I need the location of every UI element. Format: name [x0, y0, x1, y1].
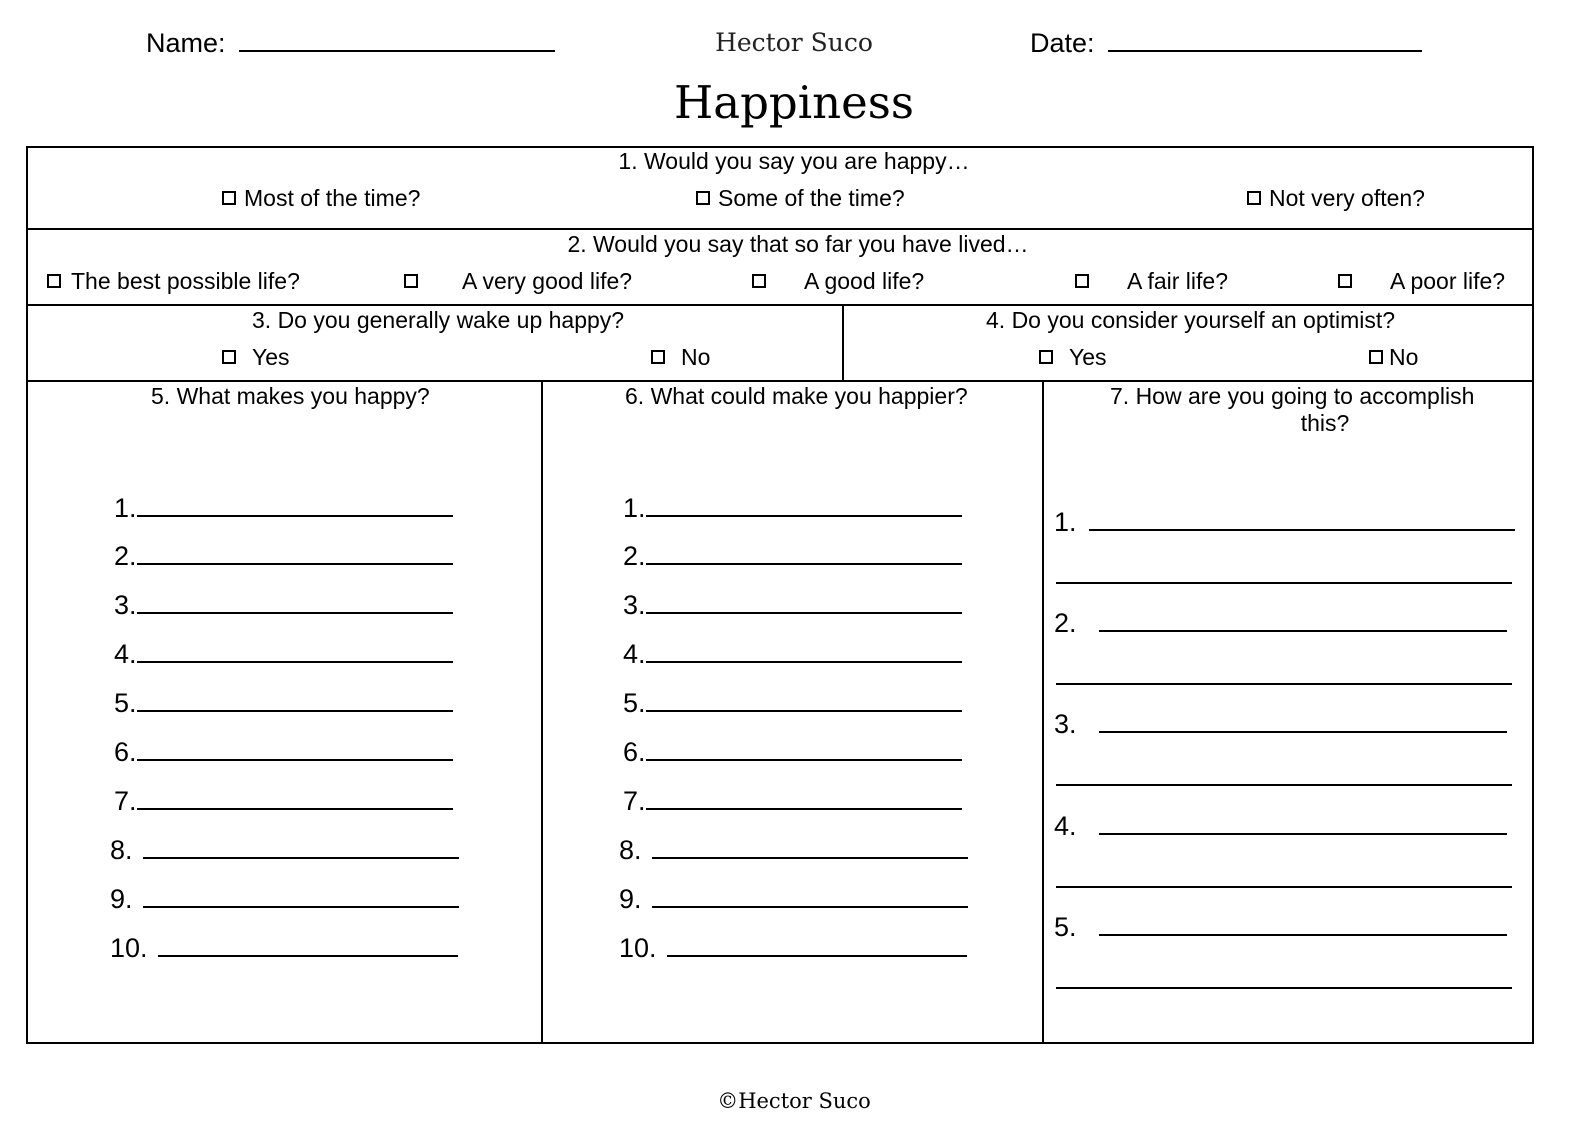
answer-blank[interactable] — [646, 737, 962, 761]
question-6: 6. What could make you happier? — [625, 383, 968, 409]
q1-option-not-often[interactable]: Not very often? — [1247, 185, 1425, 212]
list-item[interactable]: 2. — [114, 541, 453, 572]
col-divider-q3-q4 — [842, 304, 844, 380]
checkbox-icon[interactable] — [47, 274, 61, 288]
answer-blank[interactable] — [143, 835, 459, 859]
checkbox-icon[interactable] — [222, 350, 236, 364]
question-7-line2: this? — [1300, 410, 1350, 436]
q2-option-good[interactable]: A good life? — [752, 268, 924, 295]
q2-option-poor[interactable]: A poor life? — [1338, 268, 1505, 295]
checkbox-icon[interactable] — [222, 191, 236, 205]
q2-option-fair[interactable]: A fair life? — [1075, 268, 1228, 295]
checkbox-icon[interactable] — [1247, 191, 1261, 205]
list-item[interactable]: 3. — [114, 590, 453, 621]
checkbox-icon[interactable] — [1039, 350, 1053, 364]
answer-blank[interactable] — [143, 884, 459, 908]
answer-blank[interactable] — [1099, 709, 1507, 733]
list-item[interactable]: 5. — [623, 688, 962, 719]
list-item[interactable]: 8. — [110, 835, 459, 866]
answer-blank[interactable] — [646, 541, 962, 565]
checkbox-icon[interactable] — [1075, 274, 1089, 288]
answer-blank[interactable] — [646, 493, 962, 517]
answer-blank[interactable] — [646, 639, 962, 663]
checkbox-icon[interactable] — [1338, 274, 1352, 288]
name-label: Name: — [146, 28, 226, 58]
list-item[interactable]: 8. — [619, 835, 968, 866]
answer-blank[interactable] — [646, 590, 962, 614]
answer-continuation-line[interactable] — [1056, 784, 1512, 786]
list-item[interactable]: 9. — [619, 884, 968, 915]
answer-blank[interactable] — [667, 933, 967, 957]
list-item[interactable]: 3. — [623, 590, 962, 621]
copyright: ©Hector Suco — [717, 1089, 871, 1113]
list-item[interactable]: 7. — [623, 786, 962, 817]
question-7: 7. How are you going to accomplish — [1110, 383, 1475, 409]
answer-blank[interactable] — [137, 737, 453, 761]
answer-blank[interactable] — [137, 493, 453, 517]
list-item[interactable]: 1. — [1054, 507, 1515, 538]
checkbox-icon[interactable] — [696, 191, 710, 205]
list-item[interactable]: 1. — [114, 493, 453, 524]
col-divider-q5-q6 — [541, 380, 543, 1044]
answer-blank[interactable] — [158, 933, 458, 957]
answer-continuation-line[interactable] — [1056, 582, 1512, 584]
answer-blank[interactable] — [1099, 608, 1507, 632]
answer-continuation-line[interactable] — [1056, 987, 1512, 989]
list-item[interactable]: 4. — [114, 639, 453, 670]
row-divider-1 — [26, 228, 1534, 230]
q2-option-best[interactable]: The best possible life? — [47, 268, 300, 295]
q4-option-no[interactable]: No — [1369, 344, 1418, 371]
checkbox-icon[interactable] — [404, 274, 418, 288]
q4-option-yes[interactable]: Yes — [1039, 344, 1107, 371]
answer-continuation-line[interactable] — [1056, 683, 1512, 685]
answer-blank[interactable] — [646, 688, 962, 712]
answer-blank[interactable] — [1089, 507, 1515, 531]
list-item[interactable]: 4. — [623, 639, 962, 670]
page-title: Happiness — [674, 76, 914, 129]
list-item[interactable]: 7. — [114, 786, 453, 817]
answer-blank[interactable] — [652, 884, 968, 908]
q1-option-some[interactable]: Some of the time? — [696, 185, 905, 212]
question-3: 3. Do you generally wake up happy? — [252, 307, 625, 333]
list-item[interactable]: 5. — [1054, 912, 1507, 943]
answer-blank[interactable] — [137, 590, 453, 614]
date-label: Date: — [1030, 28, 1095, 58]
answer-blank[interactable] — [1099, 912, 1507, 936]
checkbox-icon[interactable] — [752, 274, 766, 288]
list-item[interactable]: 2. — [1054, 608, 1507, 639]
answer-blank[interactable] — [137, 639, 453, 663]
question-2: 2. Would you say that so far you have lived… — [567, 231, 1029, 257]
author-name: Hector Suco — [715, 28, 873, 57]
list-item[interactable]: 6. — [623, 737, 962, 768]
q3-option-yes[interactable]: Yes — [222, 344, 290, 371]
question-4: 4. Do you consider yourself an optimist? — [986, 307, 1396, 333]
list-item[interactable]: 2. — [623, 541, 962, 572]
answer-blank[interactable] — [646, 786, 962, 810]
list-item[interactable]: 10. — [619, 933, 967, 964]
q3-option-no[interactable]: No — [651, 344, 710, 371]
list-item[interactable]: 10. — [110, 933, 458, 964]
question-5: 5. What makes you happy? — [151, 383, 430, 409]
answer-blank[interactable] — [1099, 811, 1507, 835]
row-divider-2 — [26, 304, 1534, 306]
date-field — [1030, 26, 1422, 59]
q1-option-most[interactable]: Most of the time? — [222, 185, 420, 212]
answer-blank[interactable] — [137, 786, 453, 810]
answer-blank[interactable] — [137, 541, 453, 565]
question-1: 1. Would you say you are happy… — [618, 148, 970, 174]
row-divider-3 — [26, 380, 1534, 382]
list-item[interactable]: 1. — [623, 493, 962, 524]
list-item[interactable]: 5. — [114, 688, 453, 719]
list-item[interactable]: 3. — [1054, 709, 1507, 740]
checkbox-icon[interactable] — [1369, 350, 1383, 364]
list-item[interactable]: 9. — [110, 884, 459, 915]
answer-blank[interactable] — [137, 688, 453, 712]
col-divider-q6-q7 — [1042, 380, 1044, 1044]
checkbox-icon[interactable] — [651, 350, 665, 364]
date-blank[interactable] — [1108, 26, 1422, 52]
list-item[interactable]: 6. — [114, 737, 453, 768]
answer-blank[interactable] — [652, 835, 968, 859]
list-item[interactable]: 4. — [1054, 811, 1507, 842]
q2-option-very-good[interactable]: A very good life? — [404, 268, 632, 295]
answer-continuation-line[interactable] — [1056, 886, 1512, 888]
